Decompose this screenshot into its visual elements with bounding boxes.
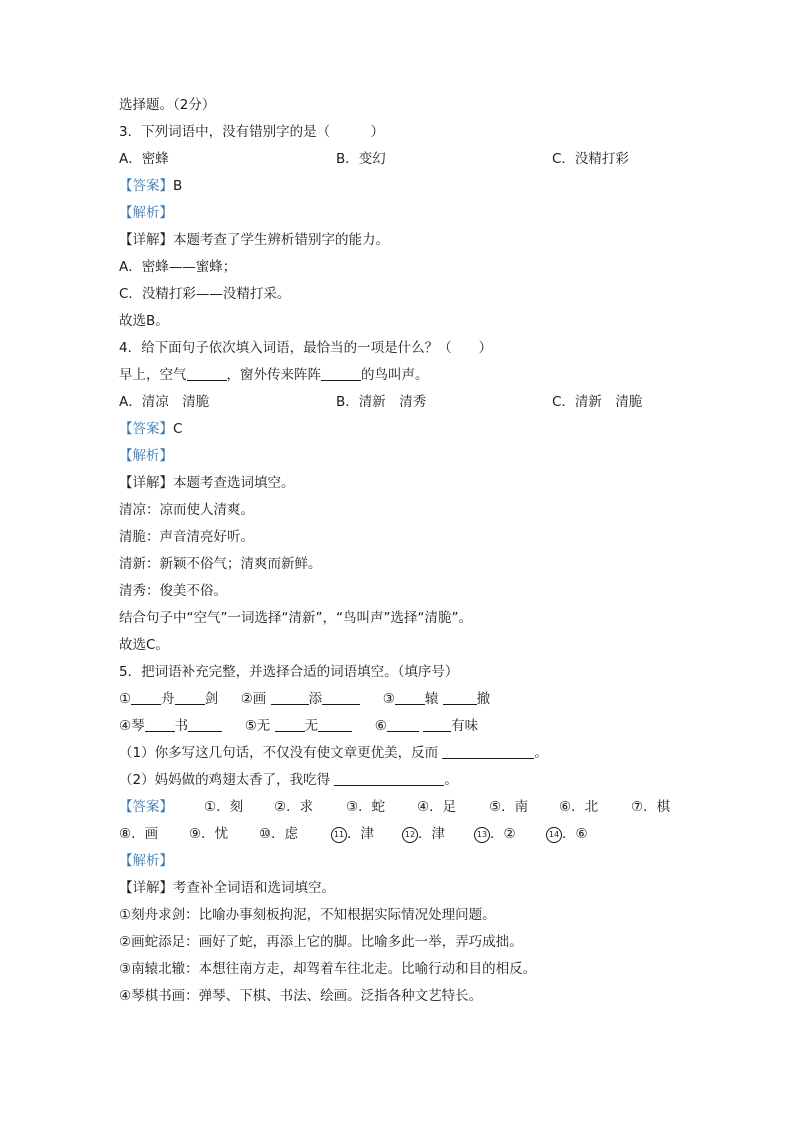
idiom-text: 撤 <box>476 691 491 707</box>
option-b: B．变幻 <box>336 151 386 167</box>
idiom-text: 剑 <box>204 691 219 707</box>
explanation-line: 故选B。 <box>119 313 169 329</box>
answer-item: ⑨．忧 <box>189 826 229 842</box>
answer-item: 14 ．⑥ <box>546 821 588 848</box>
option-b: B．清新 清秀 <box>336 394 427 410</box>
answer-tag: 【答案】 <box>119 178 173 194</box>
answer-item: ③．蛇 <box>346 799 386 815</box>
circled-number: 14 <box>546 827 562 843</box>
detail-tag: 【详解】 <box>119 232 173 248</box>
detail-text: 本题考查选词填空。 <box>173 475 295 491</box>
question-4-options <box>119 389 719 416</box>
question-4-answer <box>119 416 719 443</box>
answer-value: B <box>173 178 183 194</box>
idiom-text: ②画 <box>240 691 267 707</box>
explanation-line: ②画蛇添足：画好了蛇，再添上它的脚。比喻多此一举，弄巧成拙。 <box>119 934 523 950</box>
blank-line <box>145 716 175 732</box>
sentence-part: 。 <box>534 745 548 761</box>
analysis-tag: 【解析】 <box>119 448 173 464</box>
idiom-text: 添 <box>308 691 323 707</box>
option-c: C．清新 清脆 <box>552 394 643 410</box>
idiom-text: ④琴 <box>119 718 145 734</box>
question-5-answer-row-1 <box>119 794 719 821</box>
option-a: A．密蜂 <box>119 151 169 167</box>
question-5-stem: 5．把词语补充完整，并选择合适的词语填空。（填序号） <box>119 664 459 680</box>
explanation-line: A．密蜂——蜜蜂； <box>119 259 237 275</box>
explanation-line: ①刻舟求剑：比喻办事刻板拘泥，不知根据实际情况处理问题。 <box>119 907 496 923</box>
idiom-text: ③ <box>382 691 395 707</box>
answer-tag: 【答案】 <box>119 799 173 815</box>
answer-item: ⑩．虑 <box>259 826 299 842</box>
question-4-sentence <box>119 362 719 389</box>
sentence-part: （2）妈妈做的鸡翅太香了，我吃得 <box>119 772 331 788</box>
explanation-line: ④琴棋书画：弹琴、下棋、书法、绘画。泛指各种文艺特长。 <box>119 988 483 1004</box>
answer-item: ⑤．南 <box>489 799 529 815</box>
sentence-part: （1）你多写这几句话，不仅没有使文章更优美，反而 <box>119 745 439 761</box>
option-a: A．清凉 清脆 <box>119 394 210 410</box>
blank-line <box>387 716 419 732</box>
analysis-tag: 【解析】 <box>119 853 173 869</box>
blank-line <box>423 716 451 732</box>
question-3-stem: 3．下列词语中，没有错别字的是（ ） <box>119 124 385 140</box>
explanation-line: 结合句子中“空气”一词选择“清新”，“鸟叫声”选择“清脆”。 <box>119 610 472 626</box>
blank-line <box>334 770 444 786</box>
blank-line <box>131 689 161 705</box>
circled-number: 11 <box>331 827 347 843</box>
blank-line <box>187 365 227 381</box>
analysis-tag: 【解析】 <box>119 205 173 221</box>
idiom-text: 无 <box>304 718 319 734</box>
detail-tag: 【详解】 <box>119 475 173 491</box>
option-c: C．没精打彩 <box>552 151 629 167</box>
idiom-text: ⑤无 <box>244 718 271 734</box>
blank-line <box>188 716 222 732</box>
question-4-detail <box>119 470 719 497</box>
explanation-line: ③南辕北辙：本想往南方走，却驾着车往北走。比喻行动和目的相反。 <box>119 961 537 977</box>
idiom-text: 书 <box>174 718 189 734</box>
blank-line <box>175 689 205 705</box>
blank-line <box>442 743 534 759</box>
blank-line <box>271 689 309 705</box>
question-4-stem: 4．给下面句子依次填入词语，最恰当的一项是什么？（ ） <box>119 340 493 356</box>
sentence-part: 的鸟叫声。 <box>361 367 429 383</box>
blank-line <box>318 716 352 732</box>
sentence-part: 早上，空气 <box>119 367 187 383</box>
explanation-line: 清凉：凉而使人清爽。 <box>119 502 254 518</box>
answer-item: 12 ．津 <box>402 821 445 848</box>
explanation-line: 清秀：俊美不俗。 <box>119 583 227 599</box>
fill-sentence-2 <box>119 767 719 794</box>
blank-line <box>395 689 425 705</box>
question-3-answer <box>119 173 719 200</box>
circled-number: 13 <box>474 827 490 843</box>
answer-item: 13 ．② <box>474 821 516 848</box>
detail-text: 本题考查了学生辨析错别字的能力。 <box>173 232 389 248</box>
question-5-detail <box>119 875 719 902</box>
circled-number: 12 <box>402 827 418 843</box>
idiom-text: ⑥ <box>374 718 387 734</box>
answer-item: 11 ．津 <box>331 821 374 848</box>
idiom-text: 有味 <box>451 718 479 734</box>
answer-item: ⑥．北 <box>559 799 599 815</box>
detail-tag: 【详解】 <box>119 880 173 896</box>
document-page <box>119 92 719 1010</box>
idiom-text: ① <box>119 691 132 707</box>
idiom-row-1 <box>119 686 719 713</box>
answer-item: ④．足 <box>417 799 457 815</box>
answer-value: C <box>173 421 183 437</box>
question-5-answer-row-2 <box>119 821 719 848</box>
sentence-part: ，窗外传来阵阵 <box>226 367 321 383</box>
idiom-text: 辕 <box>424 691 439 707</box>
explanation-line: 清脆：声音清亮好听。 <box>119 529 254 545</box>
explanation-line: C．没精打彩——没精打采。 <box>119 286 291 302</box>
sentence-part: 。 <box>444 772 458 788</box>
idiom-text: 舟 <box>161 691 175 707</box>
answer-item: ①．刻 <box>204 799 244 815</box>
blank-line <box>443 689 477 705</box>
explanation-line: 清新：新颖不俗气；清爽而新鲜。 <box>119 556 322 572</box>
answer-item: ②．求 <box>274 799 314 815</box>
answer-item: ⑧．画 <box>119 826 159 842</box>
blank-line <box>322 689 360 705</box>
question-3-options <box>119 146 719 173</box>
question-3-detail <box>119 227 719 254</box>
fill-sentence-1 <box>119 740 719 767</box>
detail-text: 考查补全词语和选词填空。 <box>173 880 335 896</box>
answer-tag: 【答案】 <box>119 421 173 437</box>
blank-line <box>321 365 361 381</box>
section-intro: 选择题。（2分） <box>119 97 216 113</box>
idiom-row-2 <box>119 713 719 740</box>
explanation-line: 故选C。 <box>119 637 169 653</box>
blank-line <box>275 716 305 732</box>
answer-item: ⑦．棋 <box>631 799 671 815</box>
